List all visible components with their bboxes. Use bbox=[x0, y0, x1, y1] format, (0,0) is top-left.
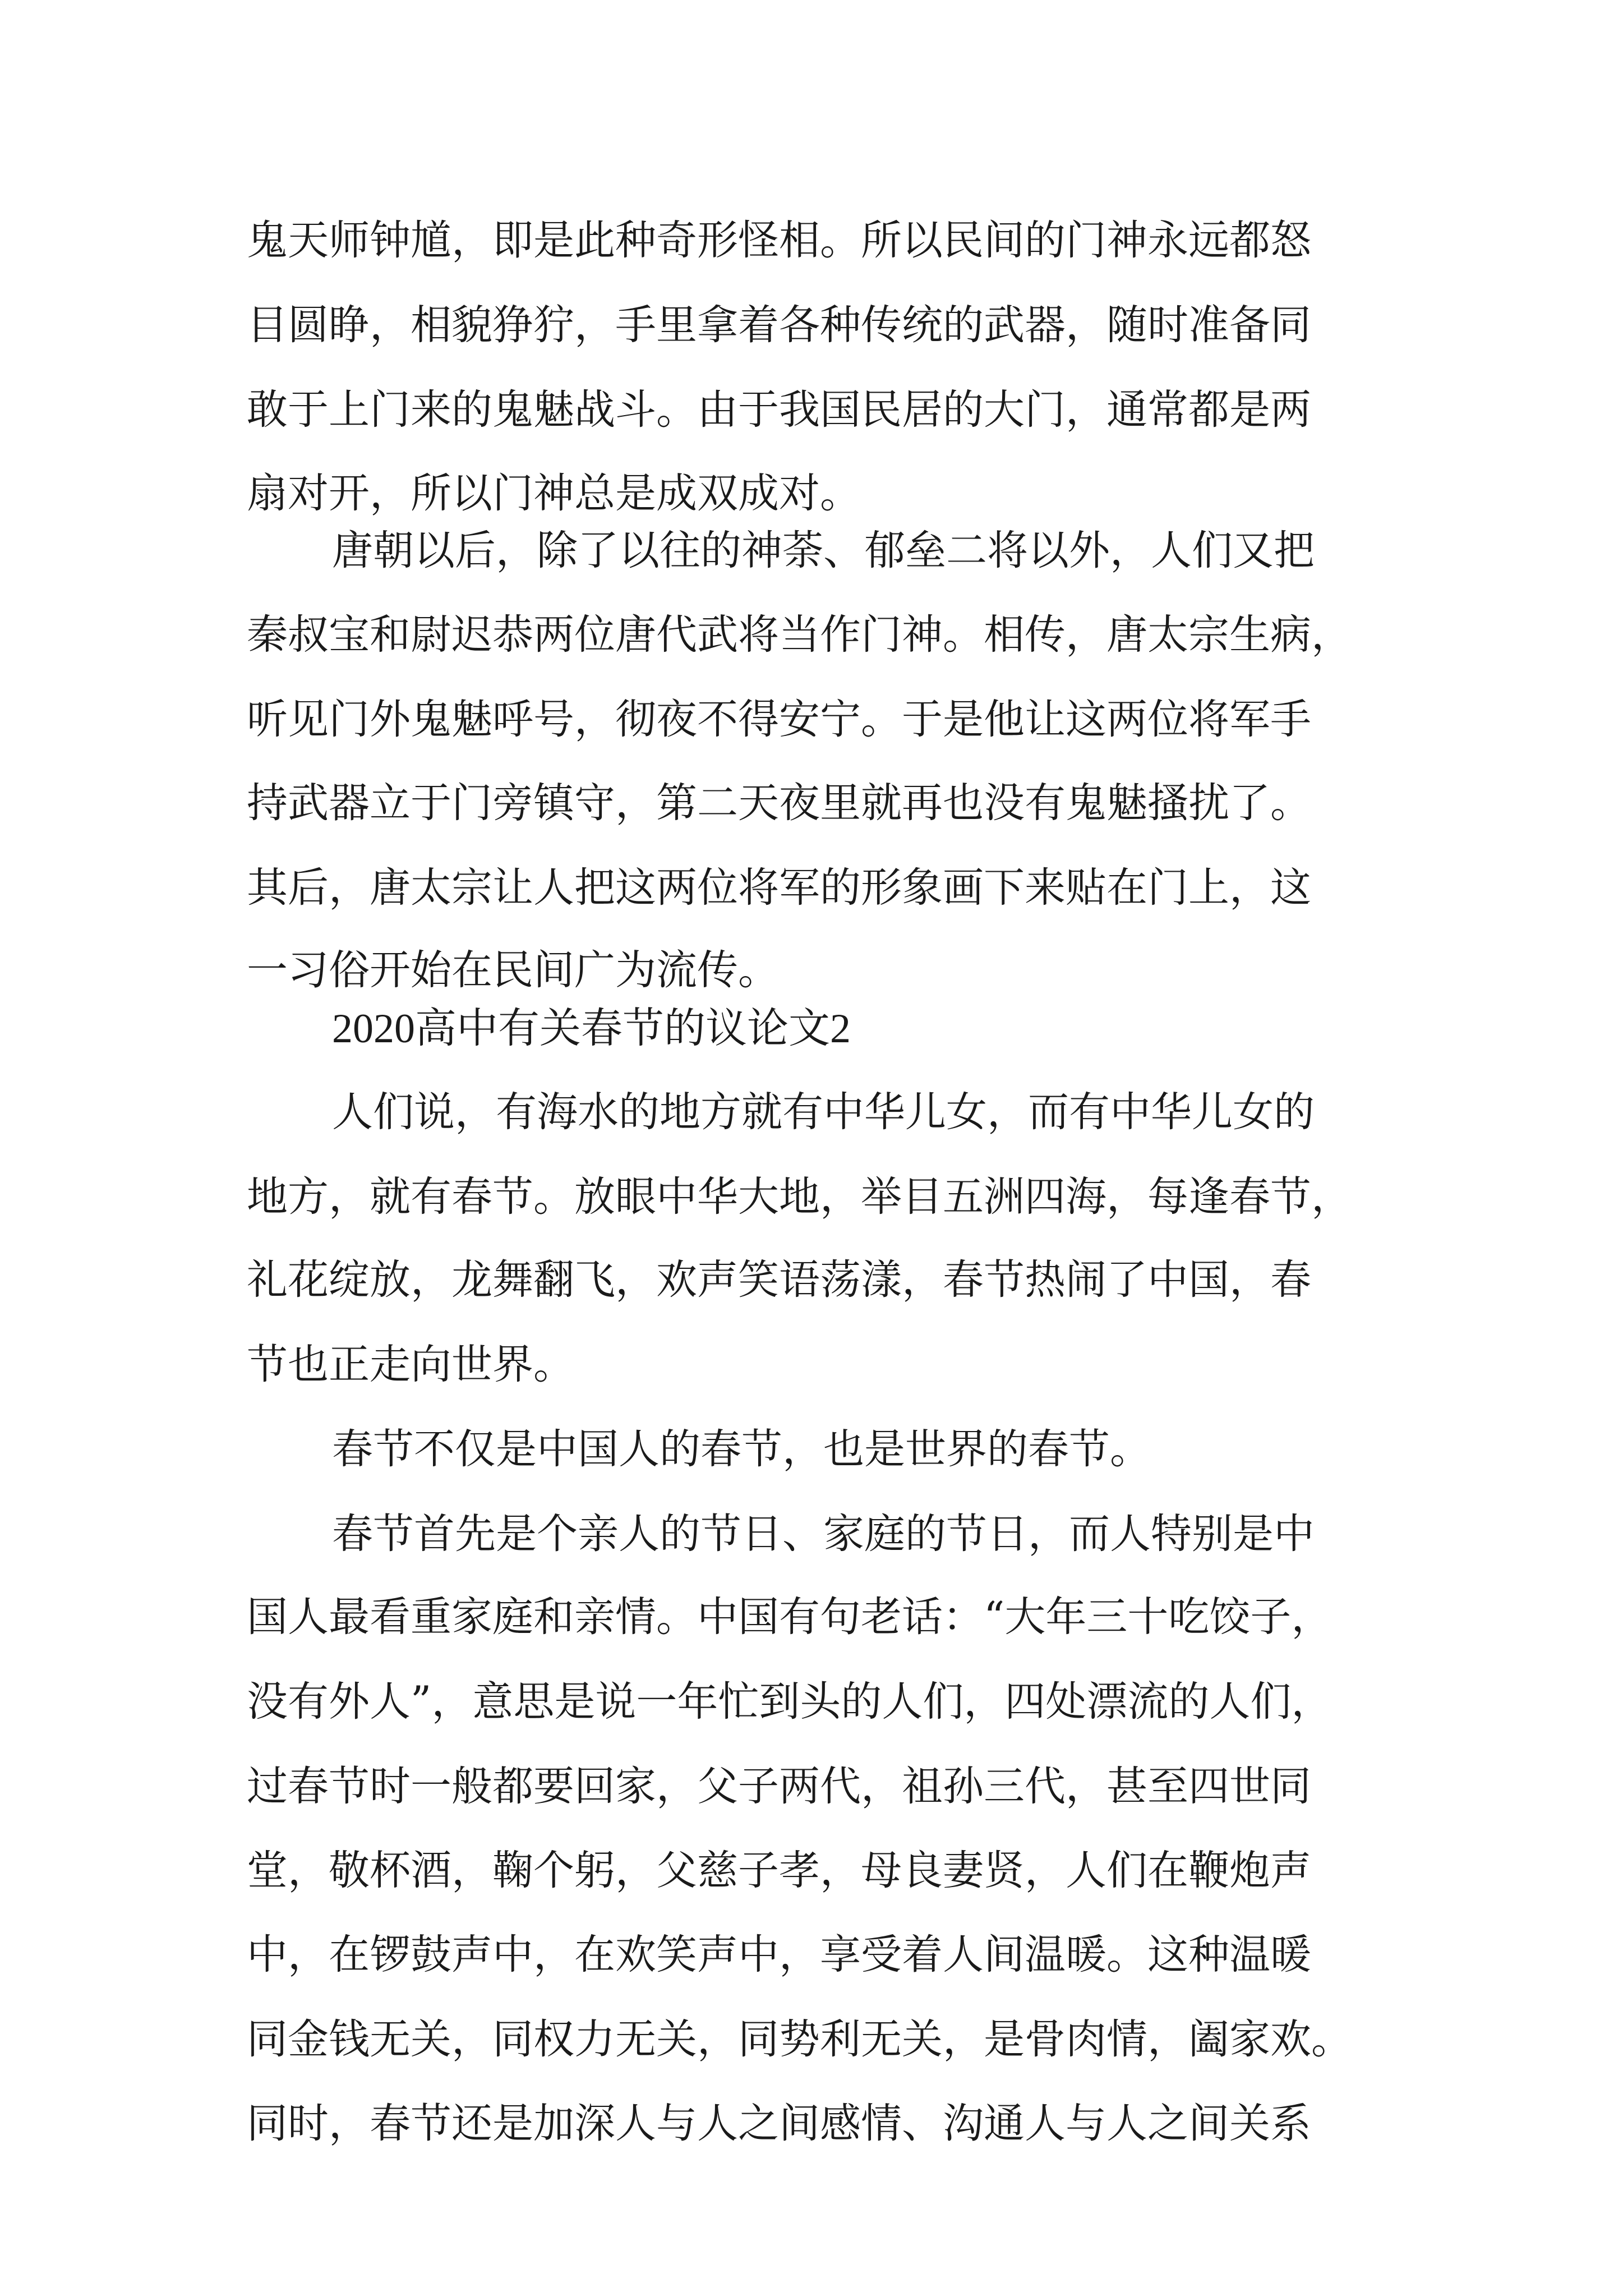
text-line: 过春节时一般都要回家，父子两代，祖孙三代，甚至四世同 bbox=[247, 1763, 1311, 1810]
text-line: 春节不仅是中国人的春节，也是世界的春节。 bbox=[332, 1425, 1151, 1473]
text-line: 持武器立于门旁镇守，第二天夜里就再也没有鬼魅搔扰了。 bbox=[247, 779, 1311, 827]
text-line: 没有外人”，意思是说一年忙到头的人们，四处漂流的人们， bbox=[247, 1678, 1332, 1726]
text-line: 堂，敬杯酒，鞠个躬，父慈子孝，母良妻贤，人们在鞭炮声 bbox=[247, 1847, 1311, 1894]
section-heading: 2020高中有关春节的议论文2 bbox=[332, 1006, 851, 1052]
text-line: 秦叔宝和尉迟恭两位唐代武将当作门神。相传，唐太宗生病， bbox=[247, 611, 1352, 659]
text-line: 中，在锣鼓声中，在欢笑声中，享受着人间温暖。这种温暖 bbox=[247, 1931, 1311, 1978]
text-line: 鬼天师钟馗，即是此种奇形怪相。所以民间的门神永远都怒 bbox=[247, 217, 1311, 264]
text-line: 地方，就有春节。放眼中华大地，举目五洲四海，每逢春节， bbox=[247, 1173, 1352, 1221]
text-line: 其后，唐太宗让人把这两位将军的形象画下来贴在门上，这 bbox=[247, 864, 1311, 912]
text-line: 礼花绽放，龙舞翻飞，欢声笑语荡漾，春节热闹了中国，春 bbox=[247, 1256, 1311, 1304]
text-line: 人们说，有海水的地方就有中华儿女，而有中华儿女的 bbox=[332, 1088, 1315, 1136]
text-line: 同时，春节还是加深人与人之间感情、沟通人与人之间关系 bbox=[247, 2100, 1311, 2147]
text-line: 目圆睁，相貌狰狞，手里拿着各种传统的武器，随时准备同 bbox=[247, 301, 1311, 349]
text-line: 敢于上门来的鬼魅战斗。由于我国民居的大门，通常都是两 bbox=[247, 386, 1311, 434]
text-line: 扇对开，所以门神总是成双成对。 bbox=[247, 470, 861, 517]
text-line: 一习俗开始在民间广为流传。 bbox=[247, 946, 779, 994]
text-line: 唐朝以后，除了以往的神荼、郁垒二将以外，人们又把 bbox=[332, 527, 1315, 574]
text-line: 节也正走向世界。 bbox=[247, 1341, 574, 1388]
text-line: 同金钱无关，同权力无关，同势利无关，是骨肉情，阖家欢。 bbox=[247, 2016, 1352, 2063]
text-line: 春节首先是个亲人的节日、家庭的节日，而人特别是中 bbox=[332, 1510, 1315, 1558]
text-line: 听见门外鬼魅呼号，彻夜不得安宁。于是他让这两位将军手 bbox=[247, 696, 1311, 743]
text-line: 国人最看重家庭和亲情。中国有句老话：“大年三十吃饺子， bbox=[247, 1593, 1332, 1641]
